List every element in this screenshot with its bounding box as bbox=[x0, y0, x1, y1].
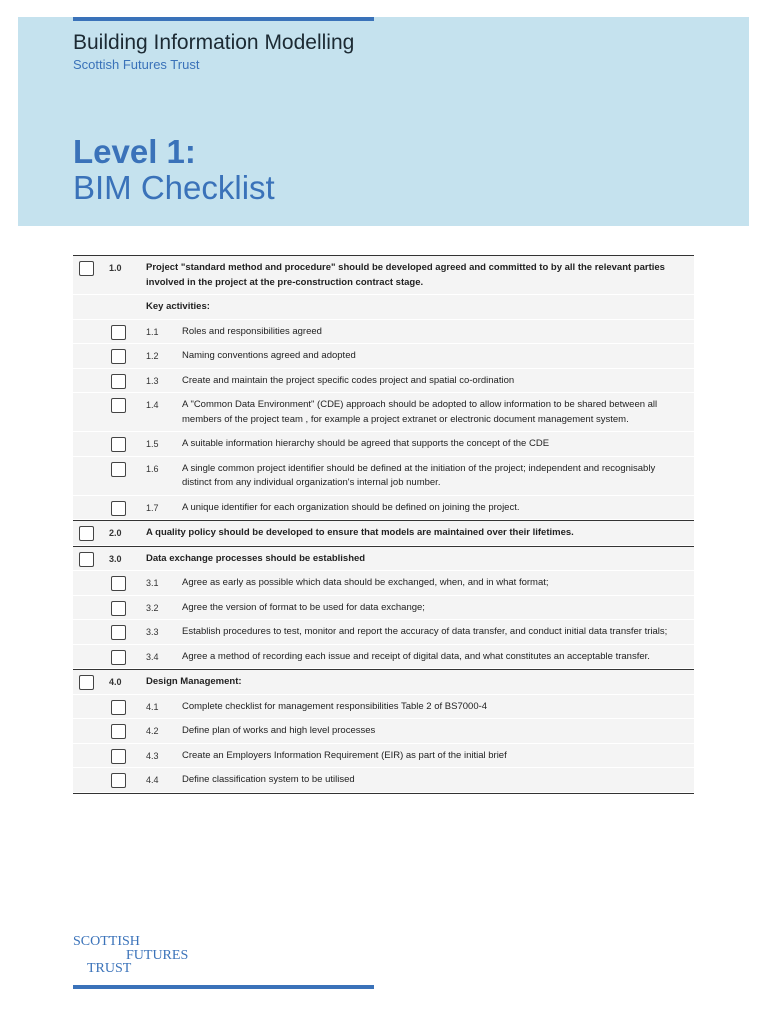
document-title: Building Information Modelling bbox=[73, 31, 355, 54]
item-number: 1.4 bbox=[146, 400, 159, 410]
checkbox[interactable] bbox=[111, 349, 126, 364]
item-number: 2.0 bbox=[109, 528, 122, 538]
checklist-item-4.3 bbox=[73, 744, 694, 769]
item-text: Create an Employers Information Requirement (EIR) as part of the initial brief bbox=[182, 749, 507, 761]
item-number: 3.2 bbox=[146, 602, 159, 613]
checklist-item-1.7 bbox=[73, 496, 694, 521]
item-text: A unique identifier for each organization should be defined on joining the project. bbox=[182, 501, 520, 513]
checklist-item-1.6 bbox=[73, 457, 694, 496]
item-text: Establish procedures to test, monitor and report the accuracy of data transfer, and conduct initial data transfer trials; bbox=[182, 626, 668, 637]
checkbox[interactable] bbox=[79, 526, 94, 541]
item-text: Define classification system to be utilised bbox=[182, 774, 355, 785]
item-text: Roles and responsibilities agreed bbox=[182, 325, 322, 337]
item-number: 4.3 bbox=[146, 750, 159, 761]
checkbox[interactable] bbox=[111, 398, 126, 413]
checklist-item-3.4 bbox=[73, 645, 694, 670]
checklist-item-1.4 bbox=[73, 393, 694, 432]
checklist-item-4.4 bbox=[73, 768, 694, 793]
checklist-item-3.3 bbox=[73, 620, 694, 645]
item-number: 4.0 bbox=[109, 677, 122, 687]
checkbox[interactable] bbox=[111, 650, 126, 665]
checkbox[interactable] bbox=[111, 601, 126, 616]
item-text: A suitable information hierarchy should be agreed that supports the concept of the CDE bbox=[182, 438, 550, 449]
item-number: 1.6 bbox=[146, 463, 159, 474]
item-number: 1.1 bbox=[146, 326, 159, 337]
checkbox[interactable] bbox=[111, 625, 126, 640]
logo-line: TRUST bbox=[87, 961, 132, 976]
item-text: Define plan of works and high level processes bbox=[182, 725, 376, 736]
checkbox[interactable] bbox=[111, 462, 126, 477]
header-banner bbox=[18, 17, 749, 226]
top-accent-bar bbox=[73, 17, 374, 21]
checklist-item-1.5 bbox=[73, 432, 694, 457]
checklist-item-1.1 bbox=[73, 320, 694, 345]
checklist-section-3.0 bbox=[73, 546, 694, 572]
level-heading: Level 1: bbox=[73, 133, 196, 170]
bottom-accent-bar bbox=[73, 985, 374, 989]
item-text: Agree the version of format to be used for data exchange; bbox=[182, 601, 425, 613]
item-text: Design Management: bbox=[146, 676, 242, 687]
checklist-item-4.2 bbox=[73, 719, 694, 744]
item-text: Create and maintain the project specific codes project and spatial co-ordination bbox=[182, 374, 515, 386]
item-text: Complete checklist for management responsibilities Table 2 of BS7000-4 bbox=[182, 700, 488, 712]
bim-checklist bbox=[73, 255, 694, 794]
item-text: Project "standard method and procedure" should be developed agreed and committed to by all the relevant parties involved in the project at the pre-construction contract stage. bbox=[146, 262, 665, 288]
item-text: A quality policy should be developed to ensure that models are maintained over their lifetimes. bbox=[146, 527, 574, 538]
item-number: 1.2 bbox=[146, 351, 159, 361]
logo-line: FUTURES bbox=[126, 947, 189, 963]
organization-name: Scottish Futures Trust bbox=[73, 57, 200, 72]
item-number: 4.2 bbox=[146, 726, 159, 736]
checkbox[interactable] bbox=[79, 552, 94, 567]
item-number: 1.5 bbox=[146, 439, 159, 449]
logo-line: SCOTTISH bbox=[73, 934, 140, 949]
item-text: Data exchange processes should be established bbox=[146, 552, 366, 564]
item-number: 3.0 bbox=[109, 553, 122, 564]
checkbox[interactable] bbox=[111, 501, 126, 516]
checkbox[interactable] bbox=[111, 374, 126, 389]
checklist-section-1.0 bbox=[73, 256, 694, 295]
item-text: Naming conventions agreed and adopted bbox=[182, 350, 356, 361]
item-text: Agree as early as possible which data should be exchanged, when, and in what format; bbox=[182, 577, 549, 588]
item-text: A "Common Data Environment" (CDE) approach should be adopted to allow information to be shared between all members of the project team , for example a project extranet or electronic document management system. bbox=[182, 399, 658, 425]
item-number: 1.0 bbox=[109, 263, 122, 273]
scottish-futures-trust-logo bbox=[73, 935, 188, 976]
checkbox[interactable] bbox=[111, 576, 126, 591]
item-number: 3.1 bbox=[146, 578, 159, 588]
item-number: 1.3 bbox=[146, 375, 159, 386]
item-number: 4.1 bbox=[146, 701, 159, 712]
checklist-subheading bbox=[73, 295, 694, 320]
checklist-item-1.3 bbox=[73, 369, 694, 394]
item-text: Key activities: bbox=[146, 301, 210, 312]
checkbox[interactable] bbox=[111, 325, 126, 340]
checklist-section-2.0 bbox=[73, 520, 694, 546]
checkbox[interactable] bbox=[111, 773, 126, 788]
item-number: 1.7 bbox=[146, 502, 159, 513]
checklist-item-1.2 bbox=[73, 344, 694, 369]
checklist-item-4.1 bbox=[73, 695, 694, 720]
checkbox[interactable] bbox=[111, 724, 126, 739]
checkbox[interactable] bbox=[111, 749, 126, 764]
checklist-item-3.2 bbox=[73, 596, 694, 621]
checklist-item-3.1 bbox=[73, 571, 694, 596]
checklist-section-4.0 bbox=[73, 669, 694, 695]
item-text: Agree a method of recording each issue and receipt of digital data, and what constitutes an acceptable transfer. bbox=[182, 650, 650, 662]
checkbox[interactable] bbox=[111, 700, 126, 715]
checkbox[interactable] bbox=[79, 675, 94, 690]
checkbox[interactable] bbox=[79, 261, 94, 276]
item-number: 4.4 bbox=[146, 775, 159, 785]
item-number: 3.3 bbox=[146, 627, 159, 637]
checkbox[interactable] bbox=[111, 437, 126, 452]
item-number: 3.4 bbox=[146, 651, 159, 662]
checklist-title: BIM Checklist bbox=[73, 169, 275, 206]
item-text: A single common project identifier should be defined at the initiation of the project; independent and recognisably distinct from any individual organization's internal job number. bbox=[182, 462, 656, 488]
